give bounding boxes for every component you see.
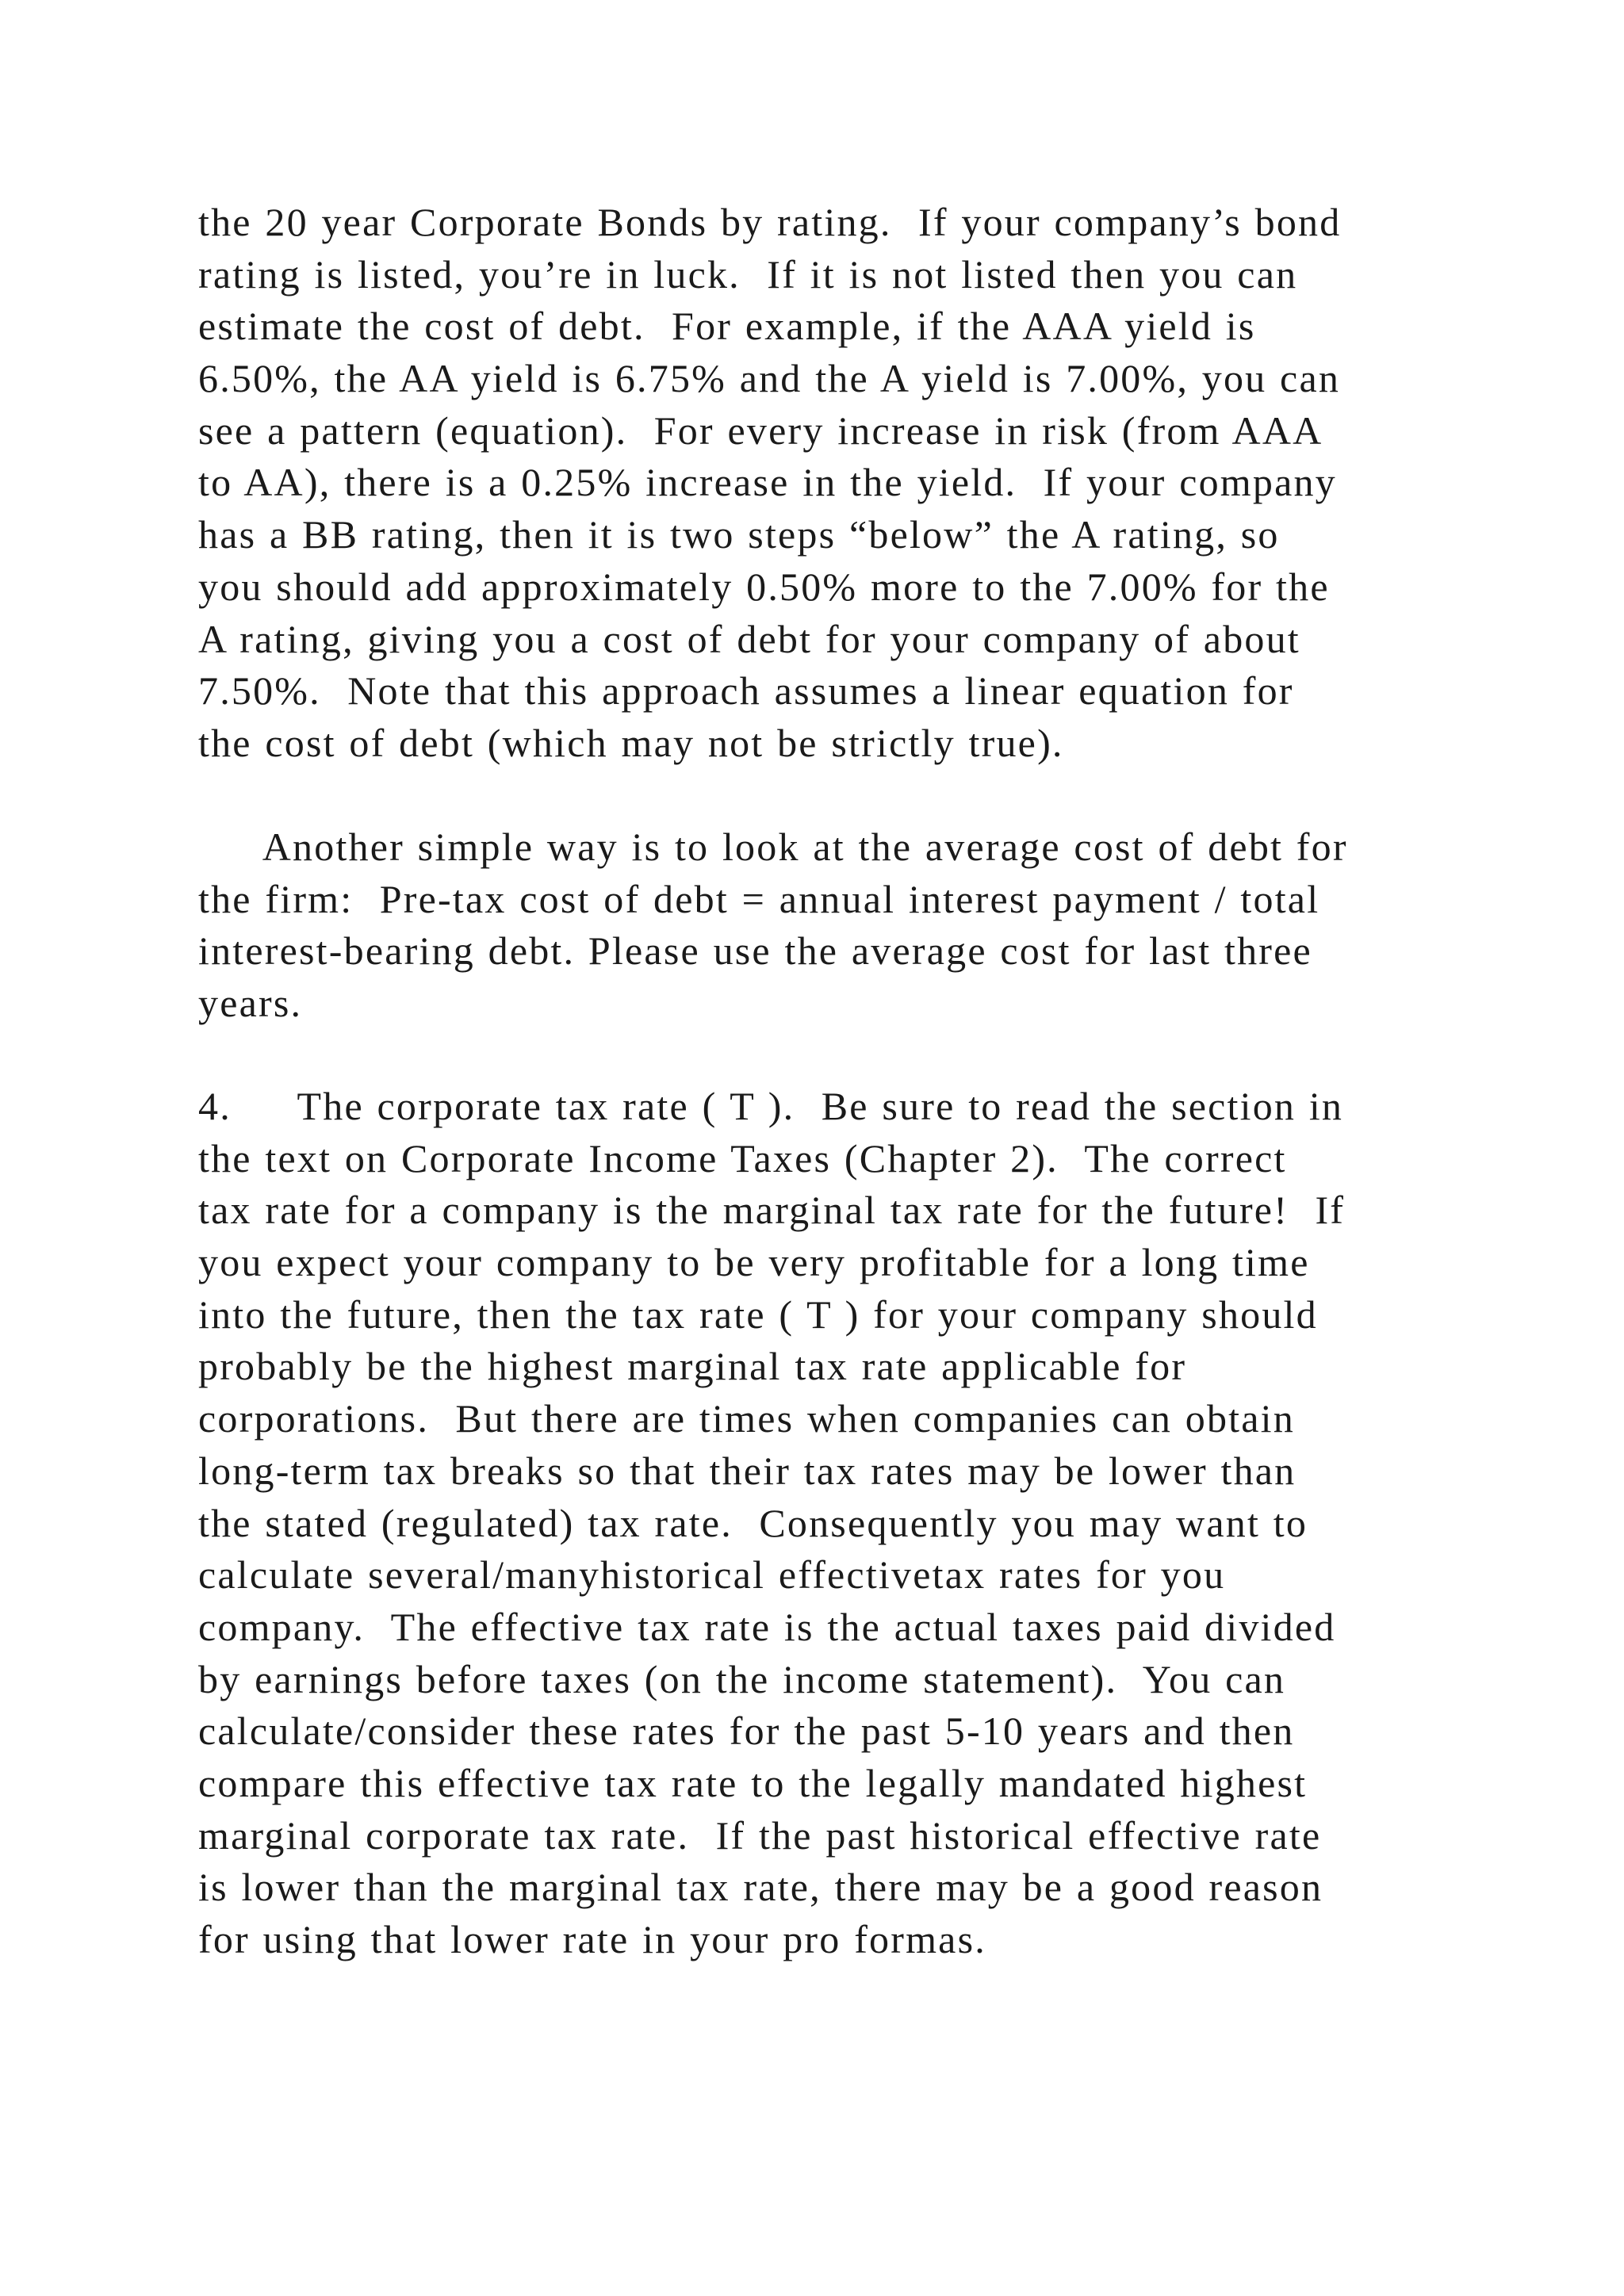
text-line: marginal corporate tax rate. If the past historical effective rate <box>198 1812 1322 1858</box>
text-line: you should add approximately 0.50% more to the 7.00% for the <box>198 564 1330 609</box>
paragraph-cost-of-debt-estimate <box>198 197 1435 770</box>
text-line: rating is listed, you’re in luck. If it is not listed then you can <box>198 251 1298 297</box>
text-line: 6.50%, the AA yield is 6.75% and the A yield is 7.00%, you can <box>198 356 1341 401</box>
text-line: 7.50%. Note that this approach assumes a linear equation for <box>198 668 1294 714</box>
text-line: the 20 year Corporate Bonds by rating. If your company’s bond <box>198 200 1342 244</box>
text-line: long-term tax breaks so that their tax rates may be lower than <box>198 1448 1297 1493</box>
text-line: A rating, giving you a cost of debt for your company of about <box>198 616 1300 661</box>
text-line: into the future, then the tax rate ( T ) for your company should <box>198 1292 1318 1337</box>
text-line: see a pattern (equation). For every increase in risk (from AAA <box>198 408 1323 453</box>
text-line: 4. The corporate tax rate ( T ). Be sure to read the section in <box>198 1084 1344 1128</box>
text-line: to AA), there is a 0.25% increase in the yield. If your company <box>198 460 1337 505</box>
text-line: is lower than the marginal tax rate, there may be a good reason <box>198 1865 1323 1910</box>
text-line: estimate the cost of debt. For example, if the AAA yield is <box>198 304 1256 349</box>
text-line: compare this effective tax rate to the legally mandated highest <box>198 1760 1308 1805</box>
text-line: the cost of debt (which may not be strictly true). <box>198 720 1064 765</box>
text-line: calculate several/manyhistorical effectivetax rates for you <box>198 1552 1226 1598</box>
text-line: Another simple way is to look at the average cost of debt for <box>198 825 1348 869</box>
paragraph-average-cost-of-debt <box>198 821 1435 1030</box>
text-line: interest-bearing debt. Please use the average cost for last three <box>198 928 1312 974</box>
text-line: company. The effective tax rate is the actual taxes paid divided <box>198 1604 1336 1649</box>
text-line: corporations. But there are times when companies can obtain <box>198 1396 1295 1441</box>
text-line: the text on Corporate Income Taxes (Chapter 2). The correct <box>198 1135 1287 1181</box>
text-line: tax rate for a company is the marginal tax rate for the future! If <box>198 1188 1346 1233</box>
text-line: the firm: Pre-tax cost of debt = annual interest payment / total <box>198 876 1320 921</box>
text-line: has a BB rating, then it is two steps “below” the A rating, so <box>198 512 1280 557</box>
text-line: you expect your company to be very profitable for a long time <box>198 1240 1310 1285</box>
text-line: by earnings before taxes (on the income statement). You can <box>198 1656 1286 1701</box>
text-line: calculate/consider these rates for the past 5-10 years and then <box>198 1709 1295 1754</box>
text-line: the stated (regulated) tax rate. Consequently you may want to <box>198 1500 1308 1545</box>
text-line: for using that lower rate in your pro formas. <box>198 1917 986 1961</box>
paragraph-corporate-tax-rate <box>198 1081 1435 1966</box>
text-line: years. <box>198 981 303 1026</box>
text-line: probably be the highest marginal tax rate applicable for <box>198 1344 1187 1389</box>
